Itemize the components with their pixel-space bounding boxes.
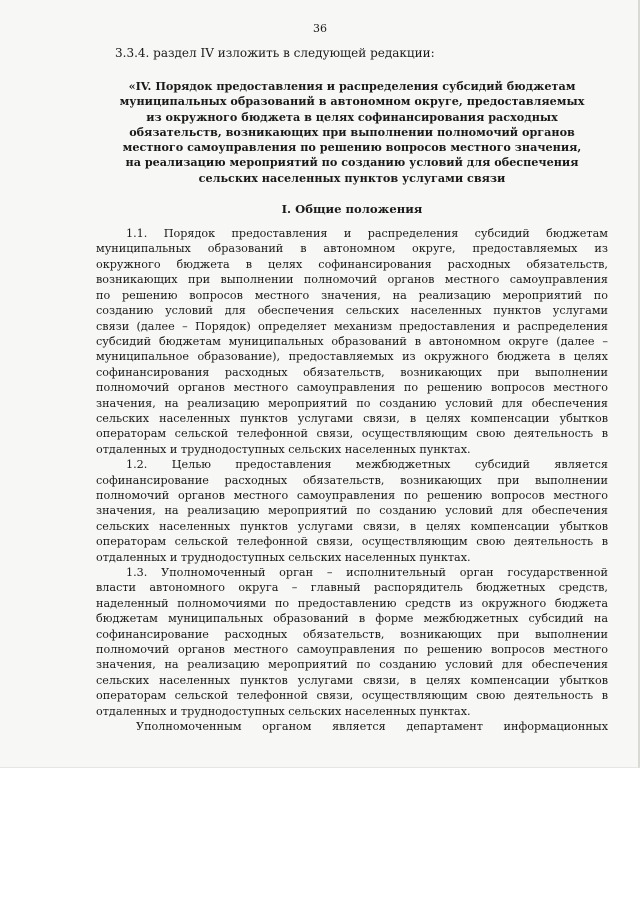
paragraph-line: сельских населенных пунктов услугами связи, в целях компенсации убытков bbox=[96, 411, 608, 425]
paragraph-line: 1.2. Целью предоставления межбюджетных субсидий является bbox=[126, 458, 608, 472]
section-title bbox=[96, 79, 608, 186]
paragraph-line: Уполномоченным органом является департамент информационных bbox=[136, 720, 608, 734]
paragraph-line: значения, на реализацию мероприятий по созданию условий для обеспечения bbox=[96, 658, 608, 672]
paragraph-line: полномочий органов местного самоуправления по решению вопросов местного bbox=[96, 643, 608, 657]
title-line: местного самоуправления по решению вопросов местного значения, bbox=[122, 140, 582, 155]
paragraph-line: окружного бюджета в целях софинансирования расходных обязательств, bbox=[96, 257, 608, 271]
paragraph-line: полномочий органов местного самоуправления по решению вопросов местного bbox=[96, 488, 608, 502]
paragraph-line: отдаленных и труднодоступных сельских населенных пунктах. bbox=[96, 704, 471, 718]
paragraph-line: отдаленных и труднодоступных сельских населенных пунктах. bbox=[96, 442, 471, 456]
title-line: муниципальных образований в автономном округе, предоставляемых bbox=[119, 94, 585, 109]
paragraph-line: по решению вопросов местного значения, на реализацию мероприятий по bbox=[96, 288, 608, 302]
paragraph-line: полномочий органов местного самоуправления по решению вопросов местного bbox=[96, 381, 608, 395]
body-paragraph bbox=[96, 226, 608, 457]
title-line: «IV. Порядок предоставления и распределения субсидий бюджетам bbox=[128, 79, 576, 93]
paragraph-line: муниципальное образование), предоставляемых из окружного бюджета в целях bbox=[96, 350, 608, 364]
paragraph-line: возникающих при выполнении полномочий органов местного самоуправления bbox=[96, 273, 608, 287]
document-body bbox=[96, 45, 608, 734]
paragraph-line: операторам сельской телефонной связи, осуществляющим свою деятельность в bbox=[96, 535, 608, 549]
paragraph-line: значения, на реализацию мероприятий по созданию условий для обеспечения bbox=[96, 396, 608, 410]
paragraph-line: операторам сельской телефонной связи, осуществляющим свою деятельность в bbox=[96, 689, 608, 703]
title-line: обязательств, возникающих при выполнении полномочий органов bbox=[129, 124, 575, 139]
body-paragraph bbox=[96, 457, 608, 565]
section-heading: I. Общие положения bbox=[281, 202, 423, 217]
paragraph-line: связи (далее – Порядок) определяет механизм предоставления и распределения bbox=[96, 319, 608, 333]
paragraph-line: власти автономного округа – главный распорядитель бюджетных средств, bbox=[96, 581, 608, 595]
paragraph-line: 1.1. Порядок предоставления и распределения субсидий бюджетам bbox=[126, 227, 608, 241]
paragraph-line: наделенный полномочиями по предоставлению средств из окружного бюджета bbox=[96, 596, 608, 610]
paragraph-line: муниципальных образований в автономном округе, предоставляемых из bbox=[96, 242, 608, 256]
paragraph-line: операторам сельской телефонной связи, осуществляющим свою деятельность в bbox=[96, 427, 608, 441]
paragraph-line: софинансирования расходных обязательств, возникающих при выполнении bbox=[96, 365, 608, 379]
paragraph-line: софинансирование расходных обязательств, возникающих при выполнении bbox=[96, 627, 608, 641]
amendment-intro: 3.3.4. раздел IV изложить в следующей редакции: bbox=[115, 46, 435, 60]
title-line: сельских населенных пунктов услугами связи bbox=[198, 170, 506, 185]
paragraph-line: сельских населенных пунктов услугами связи, в целях компенсации убытков bbox=[96, 673, 608, 687]
paragraphs bbox=[96, 226, 608, 734]
paragraph-line: отдаленных и труднодоступных сельских населенных пунктах. bbox=[96, 550, 471, 564]
paragraph-line: значения, на реализацию мероприятий по созданию условий для обеспечения bbox=[96, 504, 608, 518]
body-paragraph bbox=[96, 719, 608, 734]
paragraph-line: сельских населенных пунктов услугами связи, в целях компенсации убытков bbox=[96, 519, 608, 533]
page-number: 36 bbox=[313, 22, 327, 35]
title-line: на реализацию мероприятий по созданию условий для обеспечения bbox=[125, 155, 579, 170]
title-line: из окружного бюджета в целях софинансирования расходных bbox=[146, 109, 558, 124]
paragraph-line: созданию условий для обеспечения сельских населенных пунктов услугами bbox=[96, 304, 608, 318]
paragraph-line: бюджетам муниципальных образований в форме межбюджетных субсидий на bbox=[96, 612, 608, 626]
paragraph-line: субсидий бюджетам муниципальных образований в автономном округе (далее – bbox=[96, 334, 608, 348]
paragraph-line: 1.3. Уполномоченный орган – исполнительный орган государственной bbox=[126, 566, 608, 580]
body-paragraph bbox=[96, 565, 608, 719]
paragraph-line: софинансирование расходных обязательств, возникающих при выполнении bbox=[96, 473, 608, 487]
